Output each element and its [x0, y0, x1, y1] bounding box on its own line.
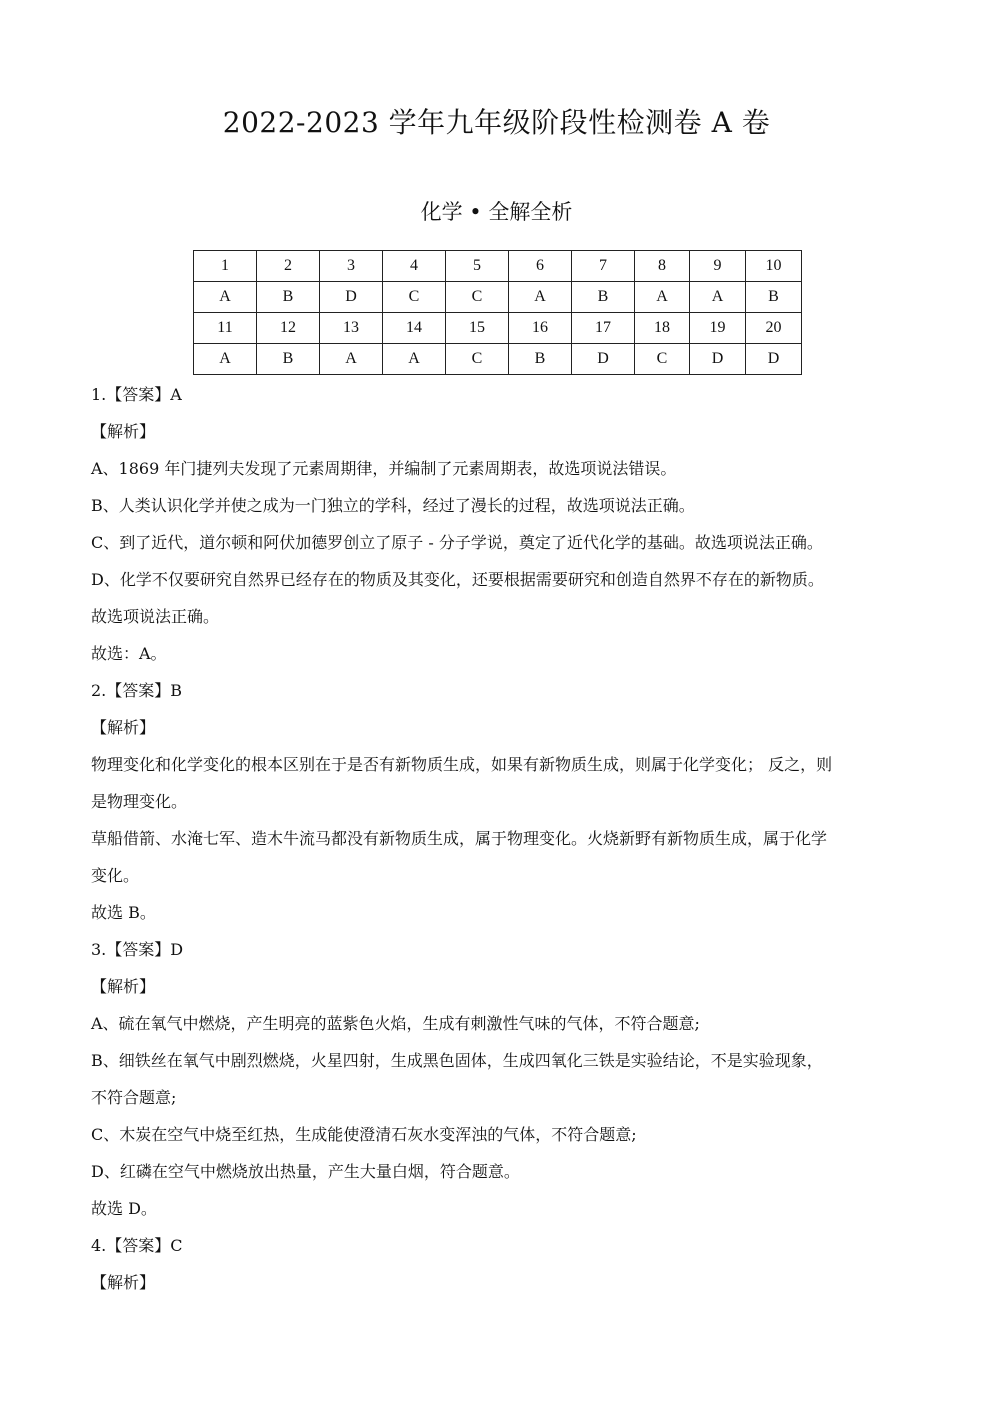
text-line: 不符合题意;: [91, 1088, 177, 1107]
answer-cell: D: [690, 344, 746, 375]
answer-cell: C: [446, 344, 509, 375]
conclusion-line: 故选 D。: [91, 1199, 157, 1218]
answer-cell: D: [746, 344, 802, 375]
question-number: 6: [509, 251, 572, 282]
text-line: C、木炭在空气中烧至红热，生成能使澄清石灰水变浑浊的气体，不符合题意;: [91, 1125, 637, 1144]
text-line: 草船借箭、水淹七军、造木牛流马都没有新物质生成，属于物理变化。火烧新野有新物质生成，属于化学: [91, 829, 828, 848]
answer-cell: A: [383, 344, 446, 375]
text-line: C、到了近代，道尔顿和阿伏加德罗创立了原子 - 分子学说，奠定了近代化学的基础。故选项说法正确。: [91, 533, 823, 552]
answer-heading: 2.【答案】B: [91, 681, 183, 700]
question-number: 11: [194, 313, 257, 344]
text-line: 物理变化和化学变化的根本区别在于是否有新物质生成，如果有新物质生成，则属于化学变化； 反之，则: [91, 755, 833, 774]
answer-cell: A: [509, 282, 572, 313]
text-line: B、人类认识化学并使之成为一门独立的学科，经过了漫长的过程，故选项说法正确。: [91, 496, 695, 515]
conclusion-line: 故选 B。: [91, 903, 156, 922]
question-number: 13: [320, 313, 383, 344]
question-number: 5: [446, 251, 509, 282]
answer-heading: 4.【答案】C: [91, 1236, 183, 1255]
question-number: 12: [257, 313, 320, 344]
table-row: [194, 344, 802, 375]
table-row: [194, 282, 802, 313]
answer-cell: C: [635, 344, 690, 375]
conclusion-line: 故选：A。: [91, 644, 167, 663]
text-line: 变化。: [91, 866, 140, 885]
answer-cell: A: [194, 344, 257, 375]
text-line: A、硫在氧气中燃烧，产生明亮的蓝紫色火焰，生成有刺激性气味的气体，不符合题意;: [91, 1014, 700, 1033]
page-title: 2022-2023 学年九年级阶段性检测卷 A 卷: [222, 106, 771, 139]
answer-heading: 1.【答案】A: [91, 385, 182, 404]
question-number: 17: [572, 313, 635, 344]
analysis-heading: 【解析】: [91, 1273, 156, 1292]
answer-cell: A: [320, 344, 383, 375]
question-number: 9: [690, 251, 746, 282]
text-line: 是物理变化。: [91, 792, 188, 811]
answer-cell: C: [446, 282, 509, 313]
text-line: D、化学不仅要研究自然界已经存在的物质及其变化，还要根据需要研究和创造自然界不存在的新物质。: [91, 570, 824, 589]
table-row: [194, 251, 802, 282]
answer-cell: A: [635, 282, 690, 313]
text-line: D、红磷在空气中燃烧放出热量，产生大量白烟，符合题意。: [91, 1162, 520, 1181]
question-number: 16: [509, 313, 572, 344]
page-subtitle: 化学 • 全解全析: [420, 200, 573, 224]
answer-cell: B: [257, 282, 320, 313]
question-number: 4: [383, 251, 446, 282]
answer-cell: B: [746, 282, 802, 313]
question-number: 18: [635, 313, 690, 344]
answer-table: [193, 250, 802, 375]
question-number: 3: [320, 251, 383, 282]
answer-cell: D: [320, 282, 383, 313]
table-row: [194, 313, 802, 344]
question-number: 1: [194, 251, 257, 282]
analysis-heading: 【解析】: [91, 977, 156, 996]
question-number: 8: [635, 251, 690, 282]
answer-cell: C: [383, 282, 446, 313]
answer-cell: B: [509, 344, 572, 375]
answer-heading: 3.【答案】D: [91, 940, 184, 959]
question-number: 15: [446, 313, 509, 344]
answer-cell: B: [572, 282, 635, 313]
analysis-heading: 【解析】: [91, 718, 156, 737]
question-number: 7: [572, 251, 635, 282]
answer-cell: A: [690, 282, 746, 313]
text-line: A、1869 年门捷列夫发现了元素周期律，并编制了元素周期表，故选项说法错误。: [91, 459, 677, 478]
analysis-heading: 【解析】: [91, 422, 156, 441]
text-line: B、细铁丝在氧气中剧烈燃烧，火星四射，生成黑色固体，生成四氧化三铁是实验结论，不是实验现象，: [91, 1051, 823, 1070]
solution-body: [91, 376, 921, 1301]
question-number: 20: [746, 313, 802, 344]
question-number: 2: [257, 251, 320, 282]
answer-cell: B: [257, 344, 320, 375]
text-line: 故选项说法正确。: [91, 607, 220, 626]
answer-cell: D: [572, 344, 635, 375]
question-number: 19: [690, 313, 746, 344]
answer-cell: A: [194, 282, 257, 313]
question-number: 14: [383, 313, 446, 344]
question-number: 10: [746, 251, 802, 282]
